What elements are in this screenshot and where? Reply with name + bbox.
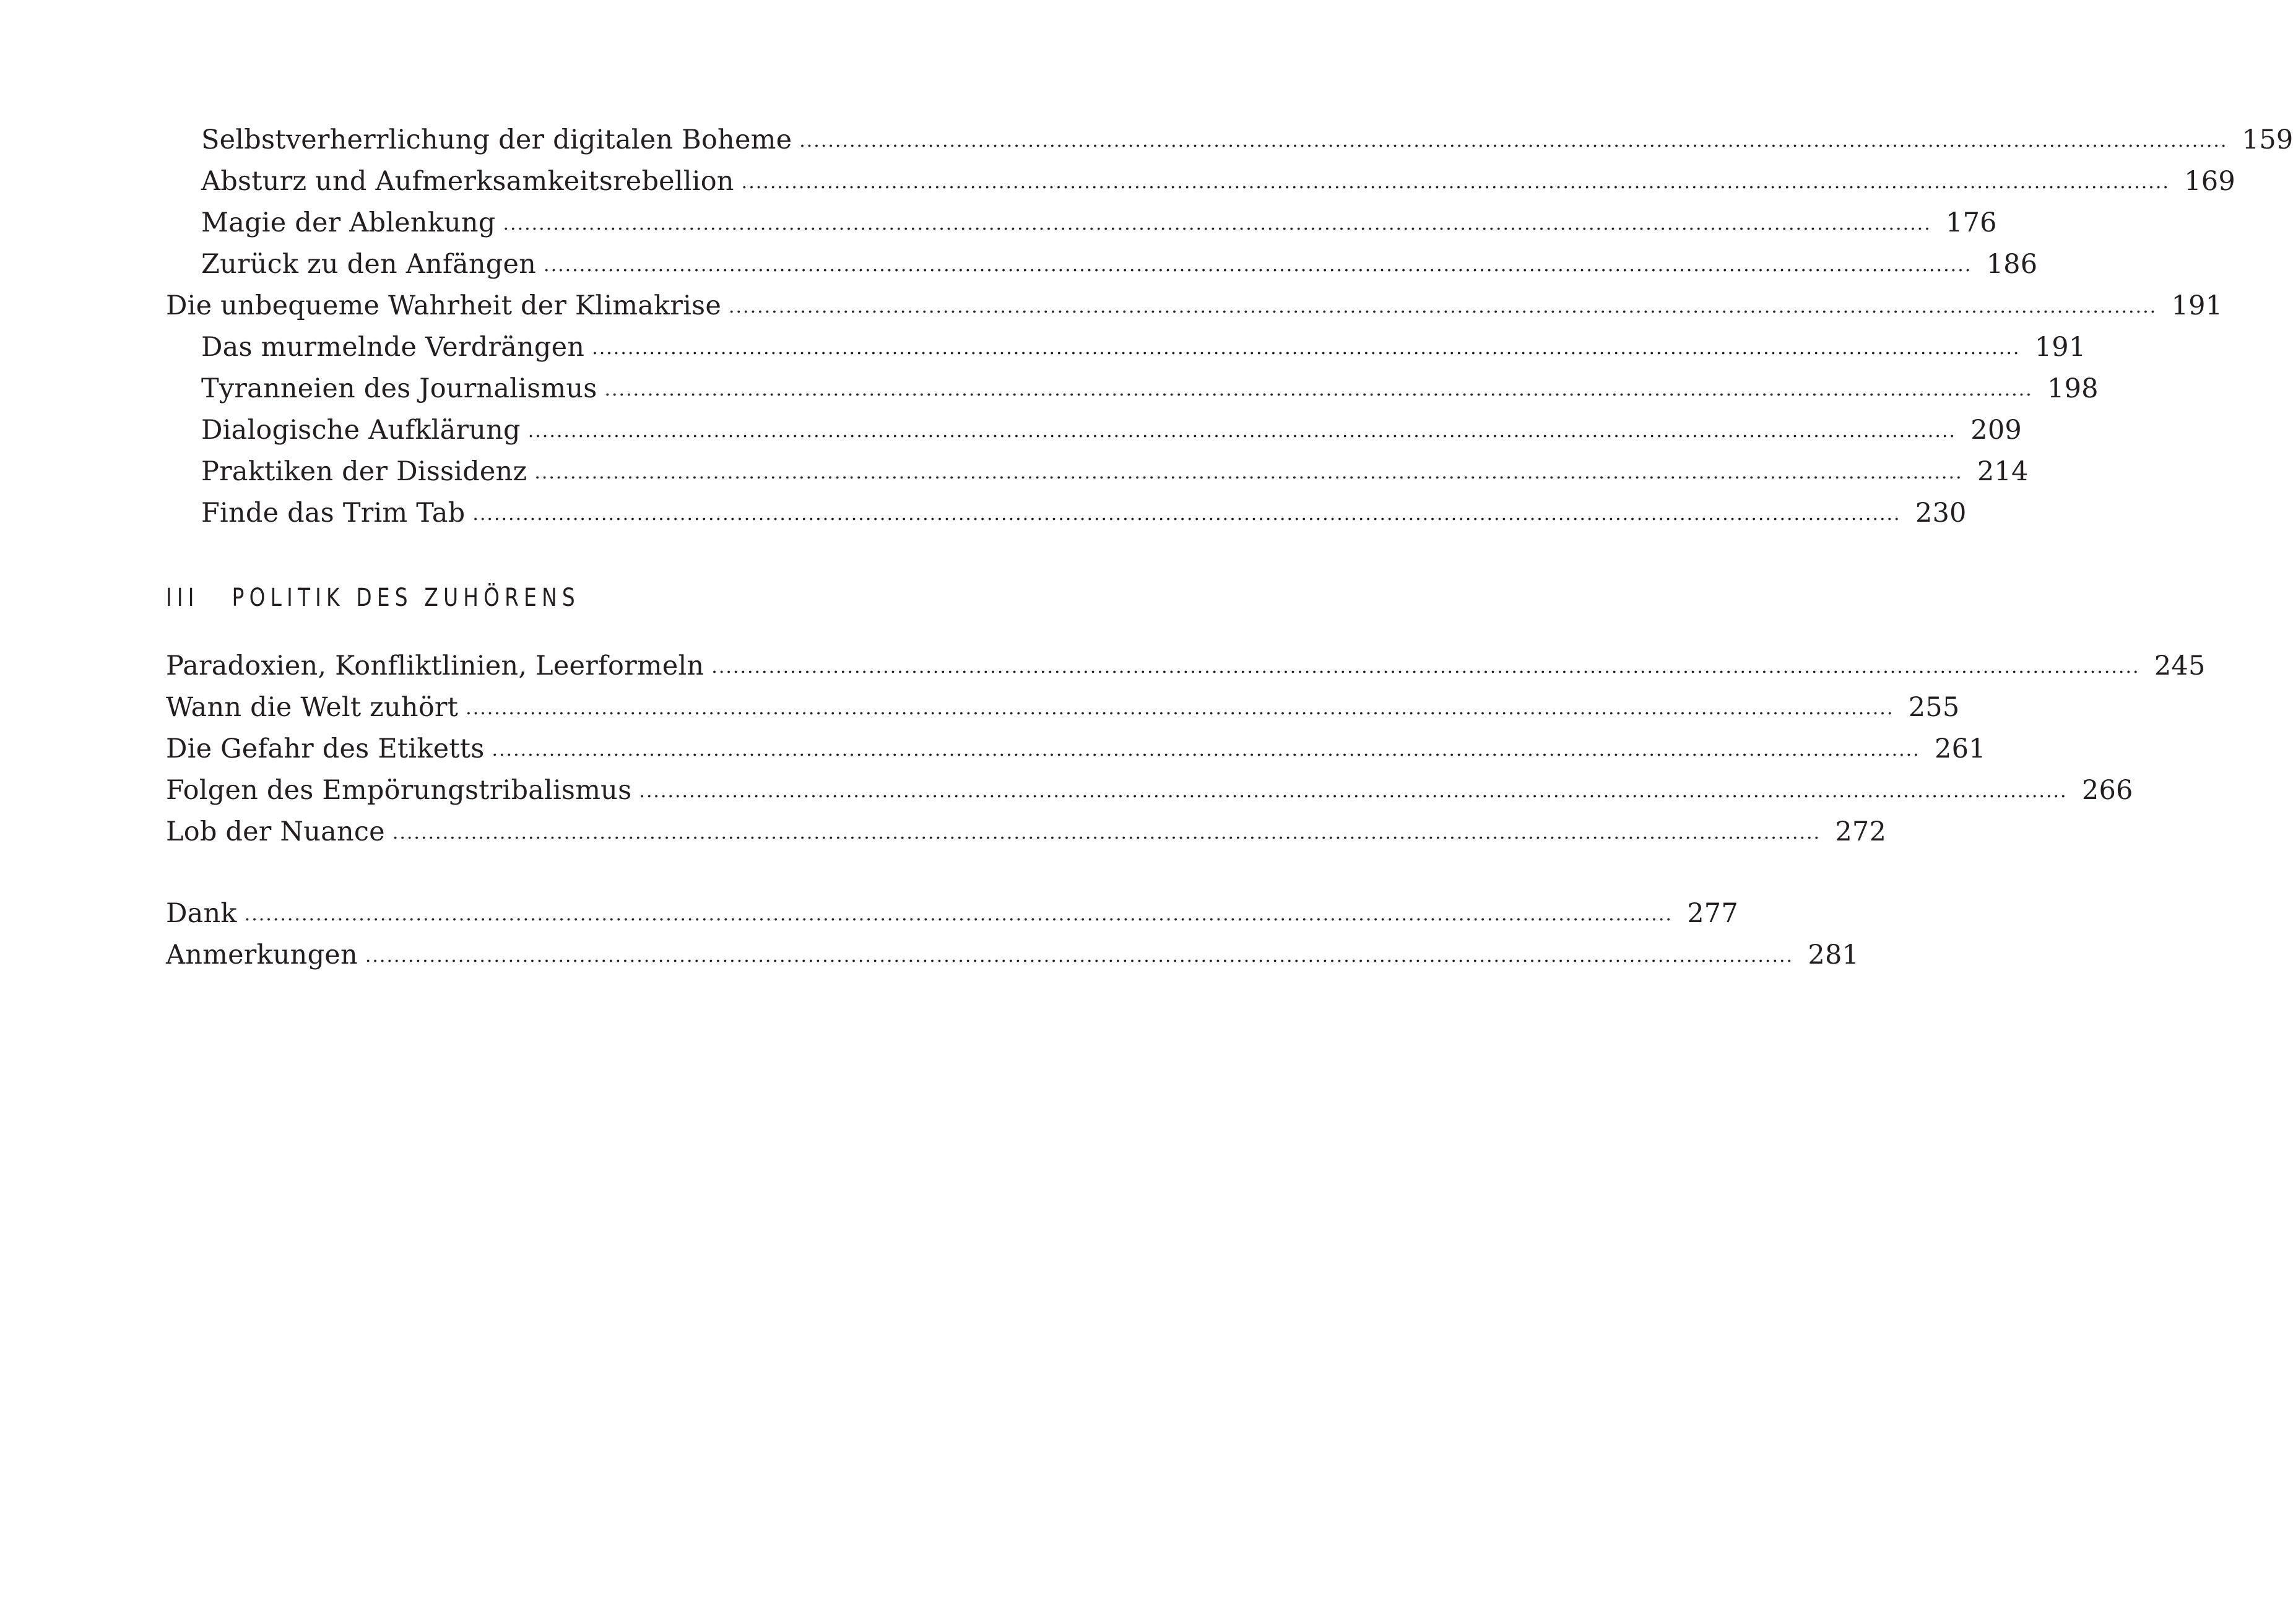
toc-entry-title: Paradoxien, Konfliktlinien, Leerformeln <box>166 650 704 681</box>
toc-block-2 <box>166 647 2206 855</box>
toc-entry-page: 266 <box>2081 775 2133 806</box>
toc-entry-page: 230 <box>1915 498 1967 529</box>
toc-entry-title: Lob der Nuance <box>166 816 385 847</box>
toc-entry <box>166 813 1887 855</box>
toc-entry-page: 159 <box>2242 124 2293 155</box>
toc-entry-title: Dank <box>166 898 237 929</box>
dot-leader: ........................................................................................................................................................................................................ <box>799 130 2228 152</box>
section-number: III <box>166 584 199 612</box>
toc-entry-title: Absturz und Aufmerksamkeitsrebellion <box>201 166 734 197</box>
toc-entry <box>166 246 2038 287</box>
toc-entry <box>166 647 2206 689</box>
toc-entry <box>166 895 1738 936</box>
dot-leader: ........................................................................................................................................................................................................ <box>527 420 1956 442</box>
toc-entry-title: Praktiken der Dissidenz <box>201 456 527 487</box>
toc-entry-title: Anmerkungen <box>166 939 358 970</box>
dot-leader: ........................................................................................................................................................................................................ <box>534 462 1963 483</box>
dot-leader: ........................................................................................................................................................................................................ <box>639 780 2068 802</box>
dot-leader: ........................................................................................................................................................................................................ <box>503 213 1931 235</box>
toc-entry-title: Die Gefahr des Etiketts <box>166 733 485 764</box>
dot-leader: ........................................................................................................................................................................................................ <box>466 698 1894 719</box>
toc-entry <box>166 772 2133 813</box>
toc-entry-page: 255 <box>1908 692 1960 723</box>
toc-entry <box>166 370 2099 412</box>
toc-entry-title: Wann die Welt zuhört <box>166 692 459 723</box>
dot-leader: ........................................................................................................................................................................................................ <box>365 945 1794 967</box>
dot-leader: ........................................................................................................................................................................................................ <box>544 254 1972 276</box>
section-heading <box>166 579 580 616</box>
toc-entry-title: Finde das Trim Tab <box>201 498 466 529</box>
toc-entry <box>166 730 1986 772</box>
toc-entry-page: 209 <box>1970 415 2022 446</box>
dot-leader: ........................................................................................................................................................................................................ <box>728 296 2157 317</box>
toc-entry <box>166 453 2029 495</box>
toc-block-3 <box>166 895 1860 978</box>
toc-entry <box>166 329 2086 370</box>
toc-entry-page: 169 <box>2184 166 2235 197</box>
toc-entry-page: 245 <box>2154 650 2206 681</box>
toc-entry-title: Selbstverherrlichung der digitalen Boheme <box>201 124 792 155</box>
toc-entry-page: 191 <box>2034 332 2086 363</box>
toc-entry <box>166 121 2293 163</box>
toc-entry-title: Dialogische Aufklärung <box>201 415 521 446</box>
toc-entry-page: 261 <box>1935 733 1986 764</box>
toc-entry <box>166 163 2235 204</box>
toc-entry-page: 198 <box>2047 373 2099 404</box>
toc-entry-page: 277 <box>1687 898 1738 929</box>
toc-entry-page: 272 <box>1835 816 1887 847</box>
toc-entry-title: Das murmelnde Verdrängen <box>201 332 585 363</box>
dot-leader: ........................................................................................................................................................................................................ <box>592 337 2021 359</box>
toc-entry-page: 281 <box>1808 939 1860 970</box>
dot-leader: ........................................................................................................................................................................................................ <box>472 503 1901 525</box>
toc-entry-title: Zurück zu den Anfängen <box>201 249 537 280</box>
dot-leader: ........................................................................................................................................................................................................ <box>711 656 2140 678</box>
section-title: POLITIK DES ZUHÖRENS <box>232 584 580 612</box>
toc-entry <box>166 495 1967 536</box>
dot-leader: ........................................................................................................................................................................................................ <box>244 904 1673 925</box>
toc-entry-page: 176 <box>1946 207 1997 238</box>
toc-entry-page: 186 <box>1986 249 2038 280</box>
dot-leader: ........................................................................................................................................................................................................ <box>492 739 1920 761</box>
toc-entry <box>166 412 2022 453</box>
toc-block-1 <box>166 121 2293 536</box>
dot-leader: ........................................................................................................................................................................................................ <box>392 822 1821 844</box>
toc-entry <box>166 204 1997 246</box>
toc-entry <box>166 689 1960 730</box>
dot-leader: ........................................................................................................................................................................................................ <box>741 171 2170 193</box>
toc-entry-page: 191 <box>2171 290 2223 321</box>
toc-entry-title: Magie der Ablenkung <box>201 207 496 238</box>
toc-entry <box>166 936 1860 978</box>
toc-entry <box>166 287 2223 329</box>
toc-entry-page: 214 <box>1977 456 2029 487</box>
toc-entry-title: Folgen des Empörungstribalismus <box>166 775 632 806</box>
toc-entry-title: Die unbequeme Wahrheit der Klimakrise <box>166 290 721 321</box>
dot-leader: ........................................................................................................................................................................................................ <box>604 379 2033 400</box>
toc-entry-title: Tyranneien des Journalismus <box>201 373 597 404</box>
